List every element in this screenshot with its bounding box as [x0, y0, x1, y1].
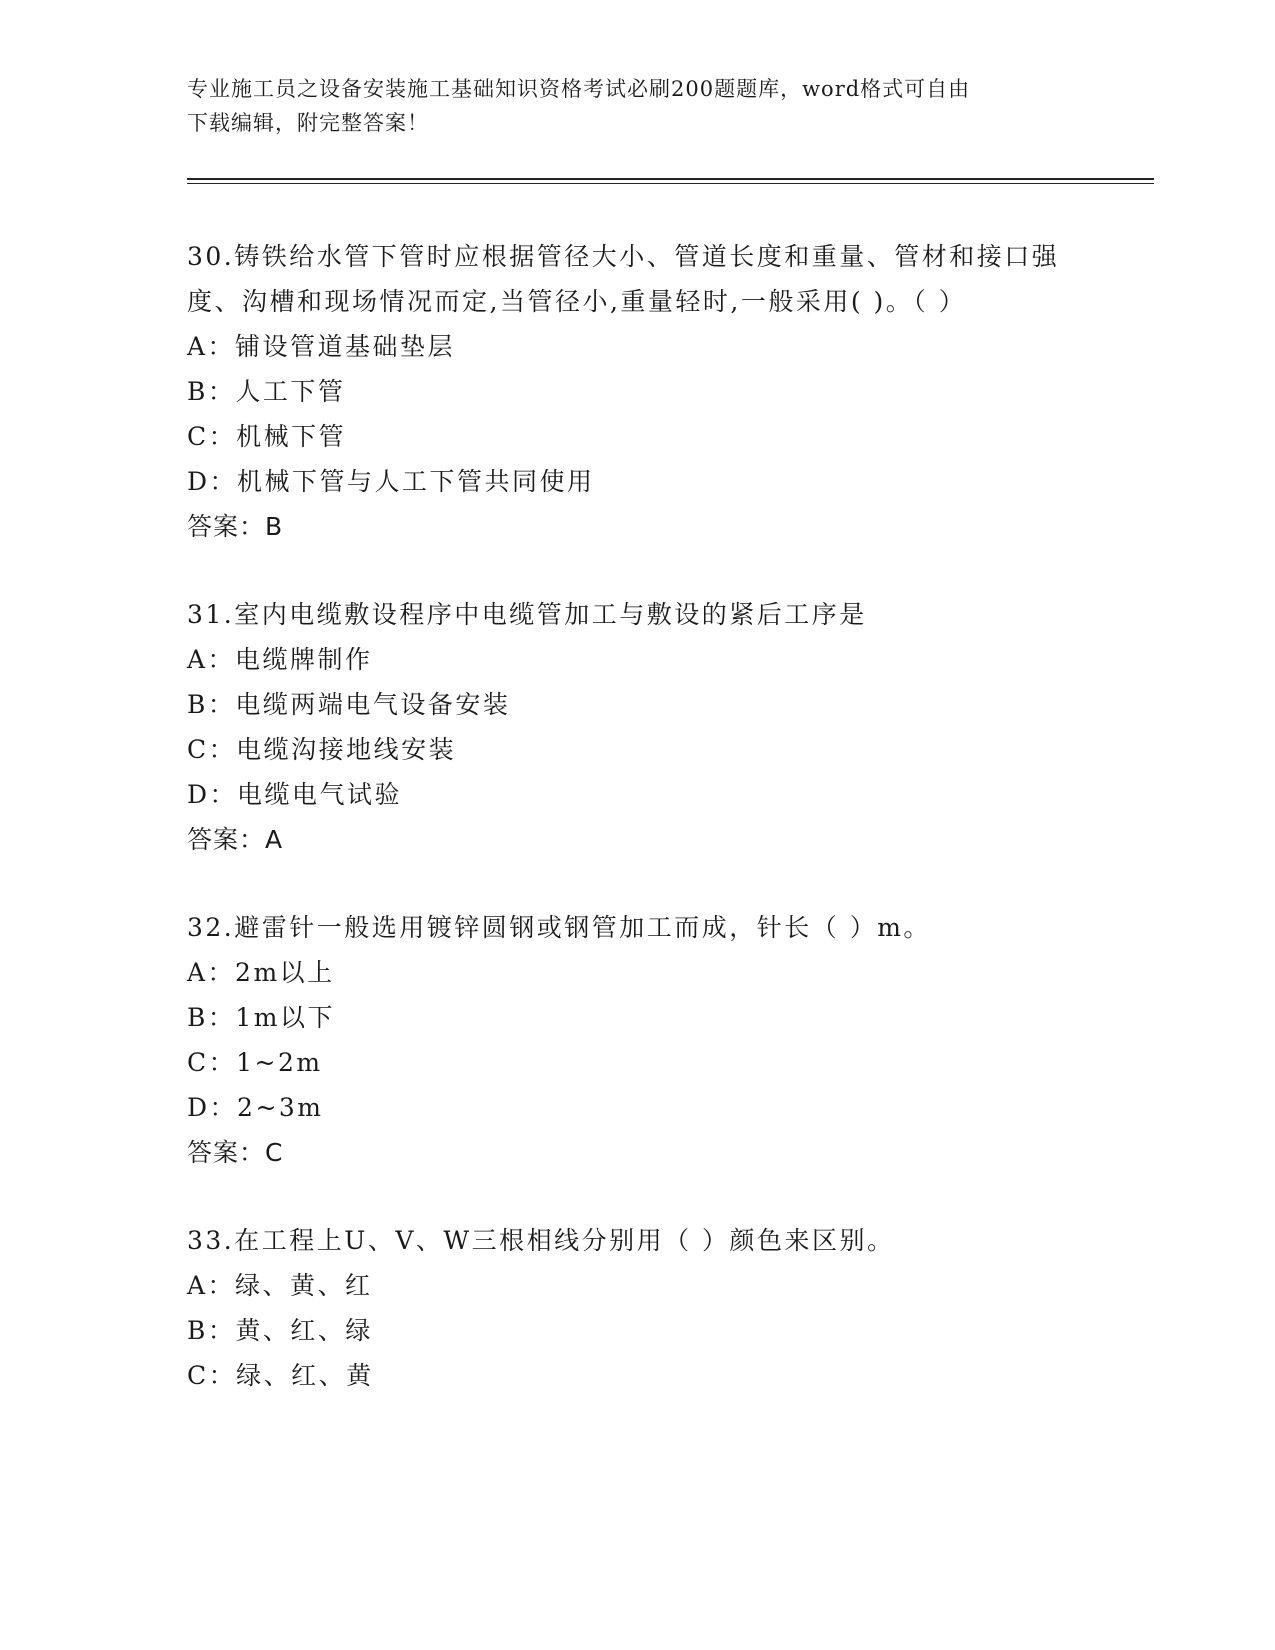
option-a: A：电缆牌制作	[187, 645, 373, 674]
option-c: C：1~2m	[187, 1048, 323, 1077]
option-b: B：黄、红、绿	[187, 1316, 373, 1345]
answer: 答案：C	[187, 1138, 284, 1167]
question-text: 30.铸铁给水管下管时应根据管径大小、管道长度和重量、管材和接口强度、沟槽和现场情况而定,当管径小,重量轻时,一般采用( )。（ ）	[187, 242, 1060, 316]
option-a: A：铺设管道基础垫层	[187, 332, 456, 361]
option-b: B：人工下管	[187, 377, 346, 406]
option-b: B：1m以下	[187, 1003, 335, 1032]
option-a: A：绿、黄、红	[187, 1271, 373, 1300]
question-text: 31.室内电缆敷设程序中电缆管加工与敷设的紧后工序是	[187, 600, 867, 629]
option-b: B：电缆两端电气设备安装	[187, 690, 511, 719]
header-divider-thin	[187, 183, 1154, 184]
answer: 答案：B	[187, 512, 284, 541]
option-d: D：2~3m	[187, 1093, 324, 1122]
option-a: A：2m以上	[187, 958, 335, 987]
header-divider-thick	[187, 178, 1154, 180]
option-d: D：电缆电气试验	[187, 780, 403, 809]
header-line-1: 专业施工员之设备安装施工基础知识资格考试必刷200题题库，word格式可自由	[187, 77, 971, 101]
option-d: D：机械下管与人工下管共同使用	[187, 467, 595, 496]
option-c: C：机械下管	[187, 422, 347, 451]
question-30	[187, 234, 1087, 549]
question-list	[187, 234, 1087, 1441]
question-text: 33.在工程上U、V、W三根相线分别用（ ）颜色来区别。	[187, 1226, 895, 1255]
question-text: 32.避雷针一般选用镀锌圆钢或钢管加工而成，针长（ ）m。	[187, 913, 931, 942]
question-31	[187, 592, 1087, 862]
question-33	[187, 1218, 1087, 1398]
option-c: C：绿、红、黄	[187, 1361, 374, 1390]
question-32	[187, 905, 1087, 1175]
document-header	[187, 72, 1067, 140]
option-c: C：电缆沟接地线安装	[187, 735, 457, 764]
header-line-2: 下载编辑，附完整答案！	[187, 111, 429, 135]
answer: 答案：A	[187, 825, 284, 854]
